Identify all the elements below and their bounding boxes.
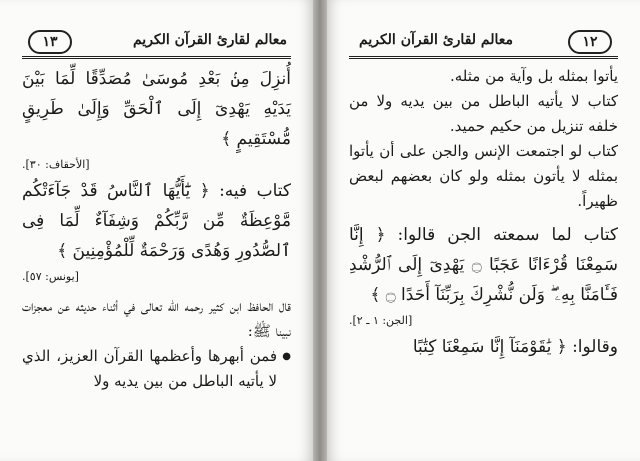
left-page-header [22,30,291,59]
left-quran-verse-2: كتاب فيه: ﴿ يَٰٓأَيُّهَا ٱلنَّاسُ قَدْ جَآءَتْكُم مَّوْعِظَةٌ مِّن رَّبِّكُمْ وَشِفَآءٌ لِّمَا فِى ٱلصُّدُورِ وَهُدًى وَرَحْمَةٌ لِّلْمُؤْمِنِينَ ﴾ [22,181,291,261]
left-verse-reference-2: [يونس: ٥٧]. [22,270,79,283]
left-header-title: معالم لقارئ القرآن الكريم [132,32,287,48]
left-page [0,0,313,461]
left-bullet-paragraph: ● فمن أبهرها وأعظمها القرآن العزيز، الذي لا يأتيه الباطل من بين يديه ولا [22,344,291,394]
left-paragraph-ibn-kathir: قال الحافظ ابن كثير رحمه الله تعالى في أثناء حديثه عن معجزات نبينا ﷺ: [22,297,291,340]
right-quran-verse: كتاب لما سمعته الجن قالوا: ﴿ إِنَّا سَمِعْنَا قُرْءَانًا عَجَبًا ۝ يَهْدِىٓ إِلَى ٱلرُّشْدِ فَـَٔامَنَّا بِهِۦ ۖ وَلَن نُّشْرِكَ بِرَبِّنَآ أَحَدًا ۝ ﴾ [349,225,618,305]
right-verse-reference: [الجن: ١ ـ ٢]. [349,314,413,327]
right-page-header [349,30,618,59]
left-page-number: ١٣ [28,30,72,54]
right-page-number: ١٢ [568,30,612,54]
left-verse-reference-1: [الأحقاف: ٣٠]. [22,158,90,171]
right-paragraph-1: يأتوا بمثله بل وآية من مثله. [449,67,618,85]
book-gutter [313,0,327,461]
left-page-body [22,64,291,453]
right-header-title: معالم لقارئ القرآن الكريم [359,32,514,48]
right-page-body [349,64,618,453]
right-page [327,0,640,461]
right-paragraph-2: كتاب لا يأتيه الباطل من بين يديه ولا من خلفه تنزيل من حكيم حميد. [349,92,618,135]
left-quran-verse-1: أُنزِلَ مِنۢ بَعْدِ مُوسَىٰ مُصَدِّقًا لِّمَا بَيْنَ يَدَيْهِ يَهْدِىٓ إِلَى ٱلْحَقِّ وَإِلَىٰ طَرِيقٍ مُّسْتَقِيمٍ ﴾ [22,69,291,149]
right-paragraph-3: كتاب لو اجتمعت الإنس والجن على أن يأتوا بمثله لا يأتون بمثله ولو كان بعضهم لبعض ظهيراً. [349,142,618,210]
right-last-line: وقالوا: ﴿ يَٰقَوْمَنَآ إِنَّا سَمِعْنَا كِتَٰبًا [412,337,618,357]
